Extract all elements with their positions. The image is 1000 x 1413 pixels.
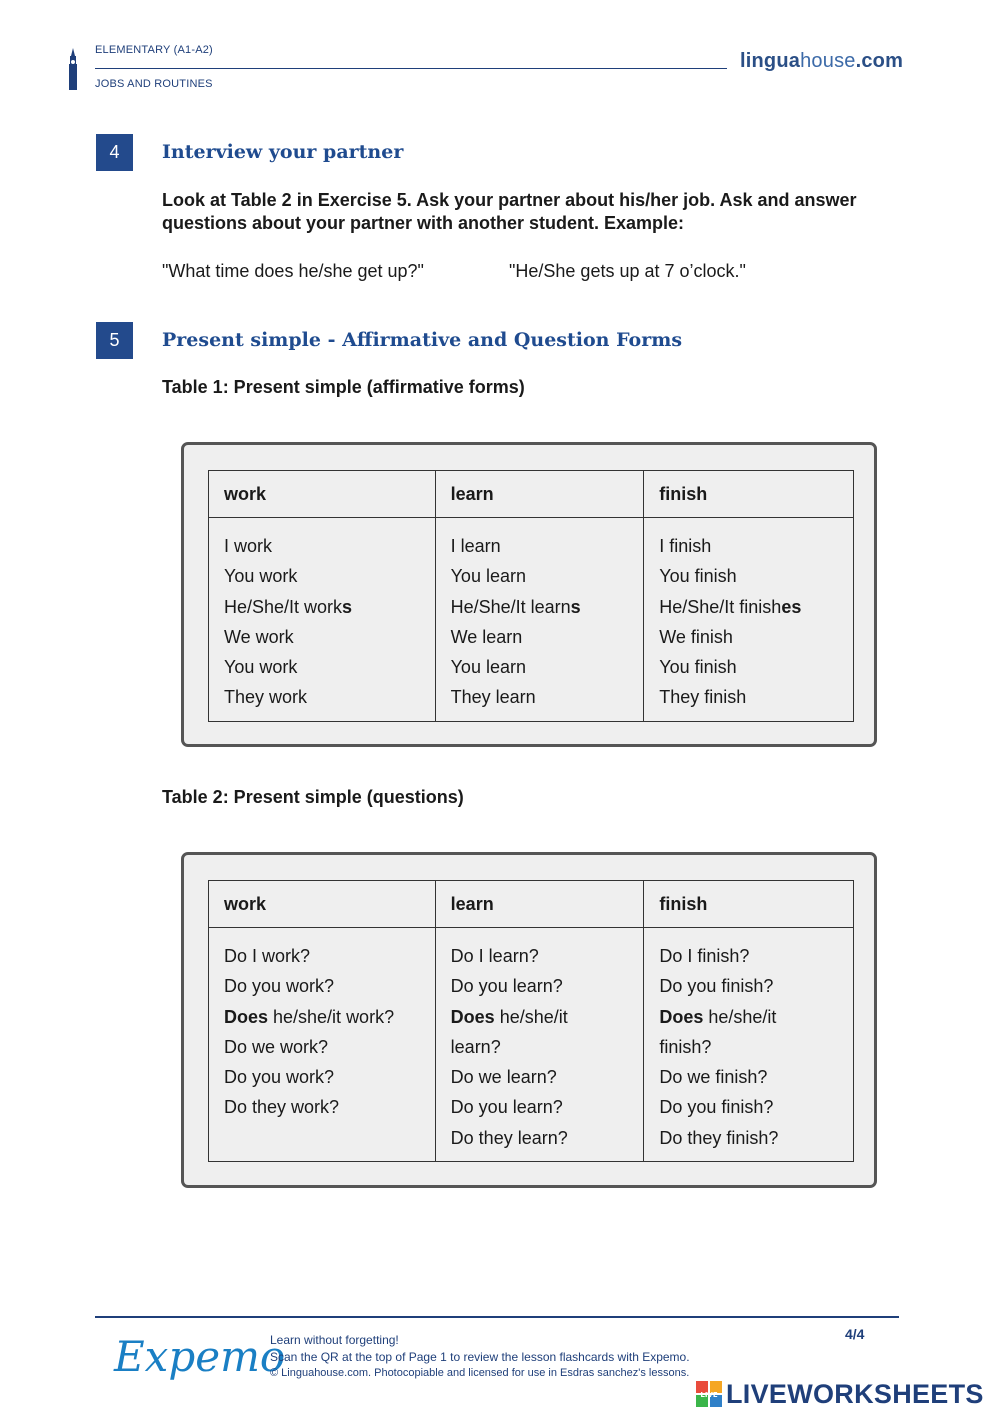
liveworksheets-watermark[interactable] (696, 1378, 984, 1410)
list-item: Do they learn? (450, 1127, 568, 1148)
table-2-cell-finish (644, 928, 854, 1162)
questions-table (208, 880, 854, 1162)
list-item: They finish (659, 687, 747, 708)
list-item: Do I learn? (450, 946, 539, 966)
section-5-title: Present simple - Affirmative and Question Forms (162, 329, 683, 351)
list-item: You work (224, 657, 298, 678)
table-1-header-work: work (209, 471, 436, 518)
list-item: Do you work? (224, 1067, 335, 1088)
table-2-header-work: work (209, 881, 436, 928)
does-word: Does (450, 1006, 495, 1027)
brand-part-com: .com (855, 50, 904, 72)
list-item: Do I finish? (659, 946, 750, 966)
section-4-instruction: Look at Table 2 in Exercise 5. Ask your partner about his/her job. Ask and answer questions about your partner with another student. Example: (162, 190, 857, 233)
section-4-number: 4 (96, 134, 133, 171)
affirmative-table (208, 470, 854, 722)
expemo-logo[interactable] (112, 1327, 286, 1393)
topic-label: JOBS AND ROUTINES (95, 78, 213, 90)
list-item: We finish (659, 626, 733, 647)
list-item: Do you work? (224, 976, 335, 997)
table-1-frame (181, 442, 877, 747)
list-item: Do you finish? (659, 1097, 774, 1118)
list-item: Do we finish? (659, 1067, 768, 1088)
question-rest: he/she/it learn? (450, 1006, 568, 1057)
table-1-cell-work (209, 518, 436, 722)
table-2-caption: Table 2: Present simple (questions) (162, 787, 464, 807)
example-answer: "He/She gets up at 7 o’clock." (509, 261, 746, 281)
table-1-caption: Table 1: Present simple (affirmative forms) (162, 377, 525, 397)
list-item (224, 1002, 435, 1032)
list-item: Do they work? (224, 1097, 340, 1118)
list-item: We work (224, 626, 294, 647)
table-1-cell-finish (644, 518, 854, 722)
footer-tagline: Learn without forgetting! (270, 1333, 399, 1347)
list-item: I finish (659, 536, 712, 556)
list-item (224, 592, 435, 622)
list-item: Do you learn? (450, 976, 563, 997)
section-5-number: 5 (96, 322, 133, 359)
verb-stem: He/She/It finish (659, 596, 782, 617)
list-item: You work (224, 566, 298, 587)
linguahouse-logo[interactable] (740, 50, 903, 73)
list-item: You learn (450, 657, 526, 678)
brand-part-house: house (800, 50, 856, 72)
does-word: Does (659, 1006, 704, 1027)
list-item: I work (224, 536, 273, 556)
verb-stem: He/She/It learn (450, 596, 571, 617)
table-2-header-finish: finish (644, 881, 854, 928)
liveworksheets-text: LIVEWORKSHEETS (726, 1378, 984, 1409)
list-item: Do we learn? (450, 1067, 557, 1088)
svg-text:LIVE: LIVE (700, 1391, 718, 1399)
page-number: 4/4 (845, 1326, 865, 1342)
list-item (659, 592, 853, 622)
table-1-header-learn: learn (435, 471, 644, 518)
verb-ending: es (781, 596, 802, 617)
list-item: I learn (450, 536, 501, 556)
table-2-frame (181, 852, 877, 1188)
list-item: Do we work? (224, 1036, 329, 1057)
verb-stem: He/She/It work (224, 596, 343, 617)
list-item (659, 1002, 809, 1063)
verb-ending: s (342, 596, 353, 617)
list-item: You finish (659, 657, 737, 678)
list-item: Do you finish? (659, 976, 774, 997)
list-item: Do you learn? (450, 1097, 563, 1118)
list-item: Do they finish? (659, 1127, 779, 1148)
liveworksheets-badge-icon (696, 1381, 722, 1407)
footer-scan-note: Scan the QR at the top of Page 1 to review the lesson flashcards with Expemo. (270, 1350, 690, 1364)
list-item: They learn (450, 687, 536, 708)
svg-text:Expemo: Expemo (114, 1332, 286, 1381)
question-rest: he/she/it work? (268, 1006, 395, 1027)
list-item: You finish (659, 566, 737, 587)
list-item: You learn (450, 566, 526, 587)
list-item: We learn (450, 626, 523, 647)
table-2-header-learn: learn (435, 881, 644, 928)
table-1-cell-learn (435, 518, 644, 722)
section-4-title: Interview your partner (162, 141, 404, 163)
question-rest: he/she/it finish? (659, 1006, 777, 1057)
brand-part-lingua: lingua (740, 50, 801, 72)
verb-ending: s (570, 596, 581, 617)
big-ben-icon (66, 48, 80, 90)
level-label: ELEMENTARY (A1-A2) (95, 44, 213, 56)
list-item (451, 1002, 601, 1063)
table-1-header-finish: finish (644, 471, 854, 518)
list-item: They work (224, 687, 308, 708)
header-divider (95, 68, 727, 69)
table-2-cell-learn (435, 928, 644, 1162)
footer-copyright: © Linguahouse.com. Photocopiable and licensed for use in Esdras sanchez's lessons. (270, 1367, 690, 1379)
footer-divider (95, 1316, 899, 1318)
example-question: "What time does he/she get up?" (162, 261, 424, 281)
table-2-cell-work (209, 928, 436, 1162)
does-word: Does (224, 1006, 269, 1027)
list-item (451, 592, 644, 622)
list-item: Do I work? (224, 946, 311, 966)
